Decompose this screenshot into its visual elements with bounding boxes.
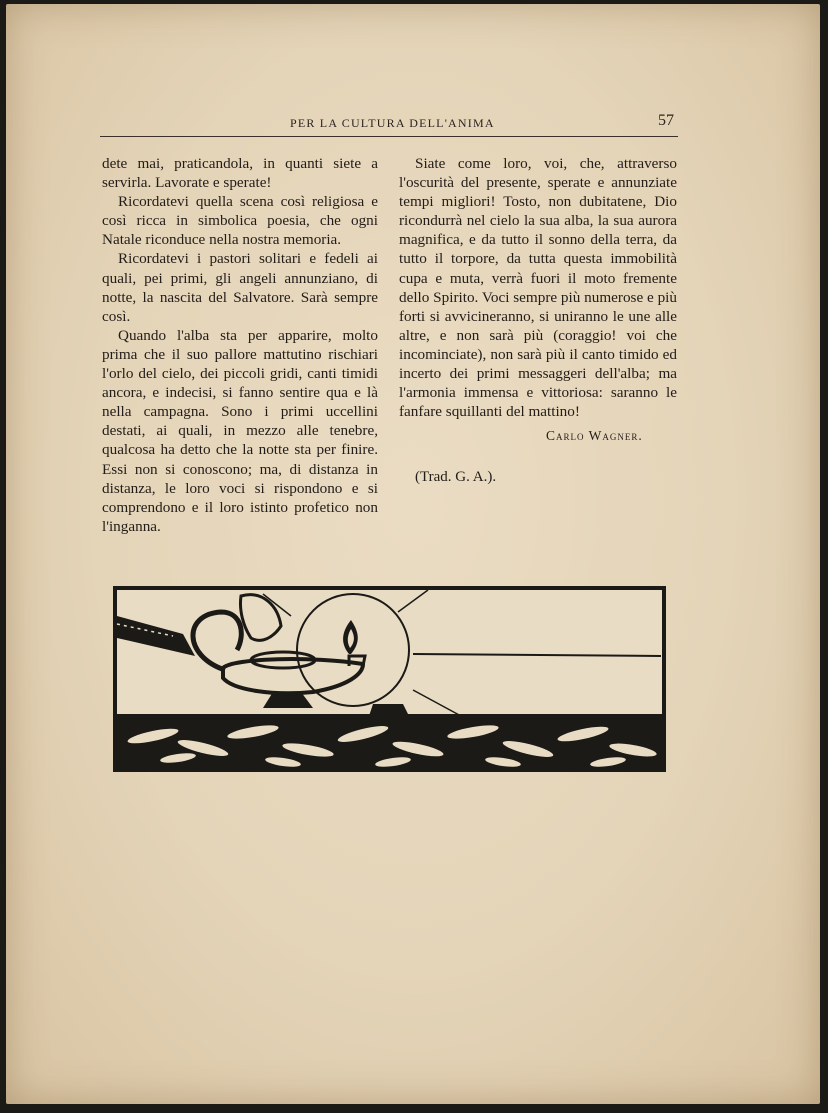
paragraph: dete mai, praticandola, in quanti siete a servirla. Lavorate e sperate! — [102, 155, 378, 192]
oil-lamp-woodcut-icon — [113, 586, 666, 772]
book-page — [6, 4, 820, 1104]
author-signature: Carlo Wagner. — [546, 428, 643, 443]
paragraph: Ricordatevi quella scena così religiosa e così ricca in simbolica poesia, che ogni Natale riconduce nella nostra memoria. — [102, 193, 378, 249]
running-title: PER LA CULTURA DELL'ANIMA — [290, 116, 495, 130]
paragraph: Quando l'alba sta per apparire, molto prima che il suo pallore mattutino rischiari l'orlo del cielo, dei piccoli gridi, canti timidi ancora, e indecisi, si fanno sentire qua e là nella campagna. Sono i primi uccellini destati, ai quali, in mezzo alle tenebre, qualcosa ha detto che la notte sta per finire. Essi non si conoscono; ma, di distanza in distanza, le loro voci si rispondono e si comprendono e il loro istinto profetico non l'inganna. — [102, 326, 378, 535]
translator-credit: (Trad. G. A.). — [415, 469, 497, 485]
page-header — [100, 112, 678, 137]
left-text-column — [102, 154, 378, 536]
paragraph: Ricordatevi i pastori solitari e fedeli ai quali, pei primi, gli angeli annunziano, di notte, la nascita del Salvatore. Sarà sempre così. — [102, 250, 378, 325]
paragraph: Siate come loro, voi, che, attraverso l'oscurità del presente, sperate e annunziate tempi migliori! Tosto, non dubitatene, Dio ricondurrà nel cielo la sua alba, la sua aurora magnifica, e da tutto il sonno della terra, da tutto il torpore, da tutta questa immobilità cupa e muta, verrà fuori il moto fremente dello Spirito. Voci sempre più numerose e più forti si avvicineranno, si uniranno le une alle altre, e non sarà più (coraggio! voi che incominciate), non sarà più il canto timido ed incerto dei primi messaggeri dell'alba; ma l'armonia immensa e vittoriosa: saranno le fanfare squillanti del mattino! — [399, 155, 677, 421]
page-number: 57 — [658, 112, 674, 129]
right-text-column — [399, 154, 677, 421]
